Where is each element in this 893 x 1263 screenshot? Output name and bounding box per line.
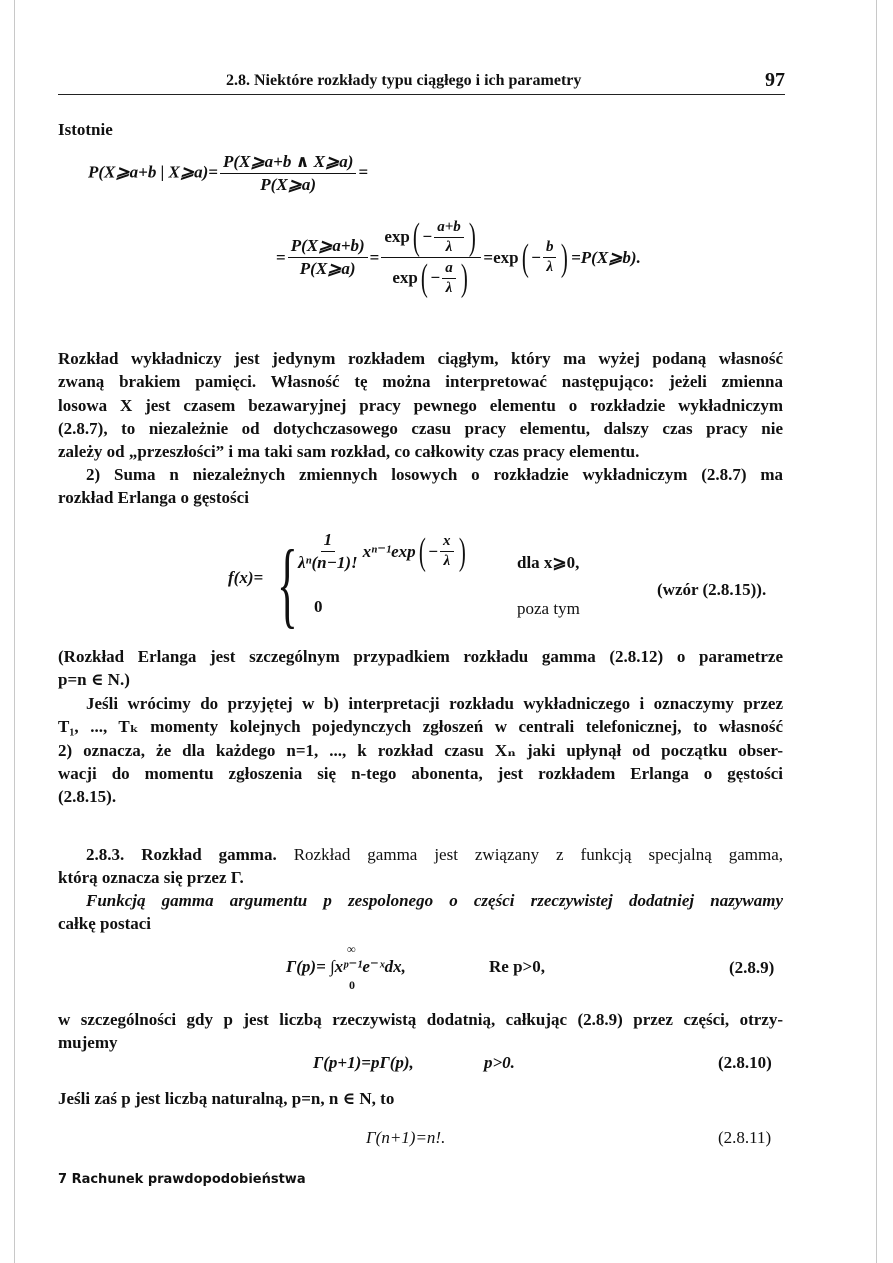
intro-text: Istotnie (58, 120, 113, 139)
eq2-rhs-exp: =exp (483, 247, 519, 267)
running-header (58, 69, 785, 95)
paragraph-natural: Jeśli zaś p jest liczbą naturalną, p=n, n ∈ N, to (58, 1089, 395, 1108)
equation-number-289: (2.8.9) (729, 958, 775, 977)
text-line: 2) Suma n niezależnych zmiennych losowych o rozkładzie wykładniczym (2.8.7) ma (86, 465, 783, 484)
exp-num-frac-num: a+b (434, 219, 464, 238)
equation-conditional (88, 152, 368, 195)
erlang-condition-2: poza tym (517, 599, 580, 618)
exp-word: exp (384, 227, 410, 246)
text-line: losowa X jest czasem bezawaryjnej pracy pewnego elementu o rozkładzie wykładniczym (58, 395, 783, 415)
erlang-term: xⁿ⁻¹exp (362, 541, 416, 561)
section-title: Rozkład gamma. (141, 845, 277, 864)
paren-close: ) (561, 236, 569, 279)
gamma-factorial: Γ(n+1)=n!. (366, 1128, 446, 1147)
text-line: całkę postaci (58, 914, 152, 934)
erlang-zero: 0 (314, 597, 323, 616)
eq1-lhs: P(X⩾a+b | X⩾a)= (88, 162, 218, 182)
paren-open: ( (521, 236, 529, 279)
paragraph-erlang-intro (58, 463, 783, 510)
paren-open: ( (418, 530, 426, 573)
gamma-condition: Re p>0, (489, 957, 545, 976)
gamma-recurrence-condition: p>0. (484, 1053, 515, 1072)
rhs-frac (543, 239, 557, 276)
erlang-lhs: f(x)= (228, 568, 264, 587)
eq2-fraction (288, 236, 368, 279)
section-text: Rozkład gamma jest związany z funkcją specjalną gamma, (293, 845, 783, 864)
equation-number-2810: (2.8.10) (718, 1053, 772, 1072)
erlang-exp-den: λ (443, 553, 451, 569)
eq2-exp-denominator (389, 258, 473, 297)
text-line: rozkład Erlanga o gęstości (58, 488, 249, 508)
integral-lower-limit: 0 (349, 978, 355, 992)
text-line: którą oznacza się przez Γ. (58, 868, 244, 888)
eq2-exp-numerator (381, 218, 481, 258)
paragraph-parts (58, 1008, 783, 1055)
minus-sign: − (428, 541, 439, 561)
erlang-case1 (293, 530, 468, 573)
erlang-exp-num: x (440, 533, 454, 552)
text-line: zwaną brakiem pamięci. Własność tę można interpretować następująco: jeżeli zmienna (58, 372, 783, 392)
exp-num-frac (434, 219, 464, 256)
eq2-exp-fraction (381, 218, 481, 297)
text-line: wacji do momentu zgłoszenia się n-tego abonenta, jest rozkładem Erlanga o gęstości (58, 763, 783, 783)
exp-den-frac-num: a (442, 260, 456, 279)
text-line: (Rozkład Erlanga jest szczególnym przypadkiem rozkładu gamma (2.8.12) o parametrze (58, 647, 783, 666)
erlang-reference: (wzór (2.8.15)). (657, 580, 767, 599)
paragraph-erlang-gamma (58, 645, 783, 692)
page-number: 97 (765, 69, 785, 91)
eq2-denominator: P(X⩾a) (299, 259, 356, 278)
text-line: Jeśli wrócimy do przyjętej w b) interpretacji rozkładu wykładniczego i oznaczymy przez (86, 694, 783, 713)
section-number: 2.8.3. (86, 845, 125, 864)
equation-number-2811: (2.8.11) (718, 1128, 772, 1147)
erlang-exp-frac (440, 533, 454, 570)
paren-close: ) (458, 530, 466, 573)
text-line: T₁, ..., Tₖ momenty kolejnych pojedynczych zgłoszeń w centrali telefonicznej, to własność (58, 717, 783, 737)
text-line: mujemy (58, 1033, 118, 1053)
exp-den-frac (442, 260, 456, 297)
text-line: zależy od „przeszłości” i ma taki sam rozkład, co całkowity czas pracy elementu. (58, 442, 640, 462)
rhs-frac-den: λ (546, 259, 554, 275)
text-line: w szczególności gdy p jest liczbą rzeczywistą dodatnią, całkując (2.8.9) przez części, otrzy- (58, 1010, 783, 1029)
text-line: Funkcją gamma argumentu p zespolonego o części rzeczywistej dodatniej nazywamy (86, 891, 783, 910)
eq1-denominator: P(X⩾a) (260, 175, 317, 194)
erlang-condition-1: dla x⩾0, (517, 553, 580, 572)
text-line: Rozkład wykładniczy jest jedynym rozkładem ciągłym, który ma wyżej podaną własność (58, 349, 783, 368)
text-line: (2.8.7), to niezależnie od dotychczasowego czasu pracy elementu, dalszy czas pracy nie (58, 418, 783, 438)
integral-upper-limit: ∞ (347, 942, 356, 956)
section-heading-line (58, 843, 783, 866)
minus-sign: − (422, 227, 433, 246)
eq2-rhs-end: =P(X⩾b). (571, 247, 641, 267)
page-edge-left (14, 0, 15, 1263)
gamma-recurrence: Γ(p+1)=pΓ(p), (313, 1053, 414, 1072)
exp-num-frac-den: λ (445, 238, 453, 255)
paragraph-memoryless (58, 347, 783, 463)
eq1-fraction (220, 152, 356, 195)
exp-word: exp (392, 268, 418, 287)
gamma-integral: Γ(p)= ∫xᵖ⁻¹e⁻ˣdx, (286, 957, 406, 976)
eq2-mid-equals: = (369, 247, 380, 267)
paragraph-interpretation (58, 692, 783, 808)
eq2-numerator: P(X⩾a+b) (288, 236, 368, 258)
eq1-equals: = (358, 162, 369, 182)
text-line: 2) oznacza, że dla każdego n=1, ..., k rozkład czasu Xₙ jaki upłynął od początku obser- (58, 740, 783, 760)
paragraph-gamma-def (58, 889, 783, 936)
minus-sign: − (531, 247, 541, 267)
paren-open: ( (420, 257, 428, 299)
erlang-fraction (295, 530, 361, 573)
paren-close: ) (468, 216, 476, 258)
paren-open: ( (412, 216, 420, 258)
equation-memoryless (276, 218, 641, 297)
exp-den-frac-den: λ (445, 279, 453, 296)
eq2-equals: = (276, 247, 286, 267)
paren-close: ) (460, 257, 468, 299)
erlang-denominator: λⁿ(n−1)! (298, 553, 358, 572)
page-edge-right (876, 0, 877, 1263)
footer-signature: 7 Rachunek prawdopodobieństwa (58, 1172, 306, 1187)
text-line: (2.8.15). (58, 787, 117, 807)
header-title: 2.8. Niektóre rozkłady typu ciągłego i ich parametry (226, 72, 582, 89)
rhs-frac-num: b (543, 239, 557, 258)
section-gamma (58, 843, 783, 890)
left-brace: { (277, 530, 298, 637)
erlang-numerator: 1 (321, 530, 336, 552)
eq1-numerator: P(X⩾a+b ∧ X⩾a) (220, 152, 356, 174)
minus-sign: − (430, 268, 441, 287)
text-line: p=n ∈ N.) (58, 670, 130, 690)
